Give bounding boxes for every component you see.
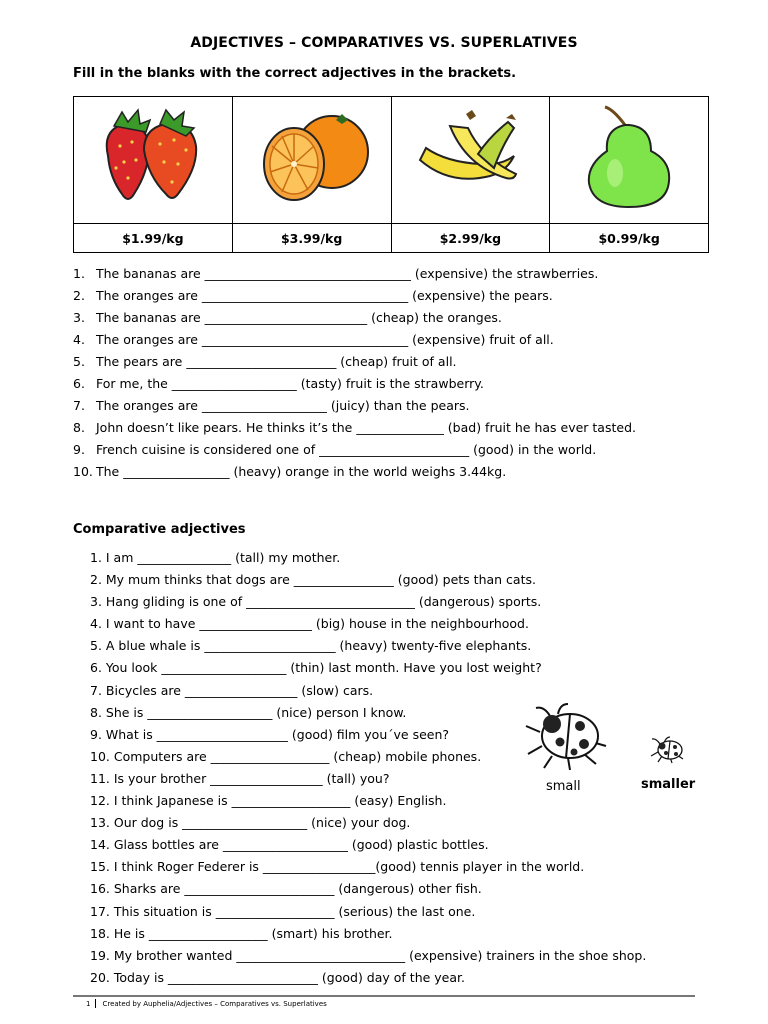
item-number: 5. xyxy=(73,354,85,369)
exercise-item: 9. What is _____________________ (good) film you´ve seen? xyxy=(90,726,450,742)
fruit-cell xyxy=(550,97,709,224)
exercise-item: 2. My mum thinks that dogs are ________________ (good) pets than cats. xyxy=(90,572,536,588)
item-number: 2. xyxy=(73,288,85,303)
exercise-item: 17. This situation is ___________________ (serious) the last one. xyxy=(90,903,476,919)
exercise-item xyxy=(73,332,636,354)
strawberries-icon xyxy=(94,106,212,210)
worksheet-title: ADJECTIVES – COMPARATIVES VS. SUPERLATIVES xyxy=(190,35,578,51)
exercise-item: 15. I think Roger Federer is __________________(good) tennis player in the world. xyxy=(90,859,585,875)
exercise-item: 12. I think Japanese is ___________________ (easy) English. xyxy=(90,793,447,809)
exercise-item: 1. I am _______________ (tall) my mother. xyxy=(90,550,341,565)
item-text: The _________________ (heavy) orange in the world weighs 3.44kg. xyxy=(96,464,507,479)
item-number: 6. xyxy=(73,376,85,391)
exercise-item xyxy=(73,288,636,310)
price-cell: $3.99/kg xyxy=(232,224,391,253)
item-text: The bananas are _________________________________ (expensive) the strawberries. xyxy=(96,266,599,281)
fruit-cell xyxy=(74,97,233,224)
page-number: 1 xyxy=(86,999,91,1008)
item-number: 4. xyxy=(73,332,85,347)
exercise-item: 6. You look ____________________ (thin) last month. Have you lost weight? xyxy=(90,660,542,676)
ladybug-small-icon xyxy=(648,734,688,764)
item-number: 9. xyxy=(73,442,85,457)
exercise-item: 13. Our dog is ____________________ (nice) your dog. xyxy=(90,815,411,831)
exercise-item: 8. She is ____________________ (nice) person I know. xyxy=(90,704,407,720)
fruit-price-table xyxy=(73,96,709,253)
item-text: The oranges are _________________________________ (expensive) fruit of all. xyxy=(96,332,554,347)
exercise-item: 5. A blue whale is _____________________ (heavy) twenty-five elephants. xyxy=(90,638,532,654)
pear-icon xyxy=(579,103,679,213)
exercise-item: 18. He is ___________________ (smart) his brother. xyxy=(90,925,393,941)
price-cell: $2.99/kg xyxy=(391,224,550,253)
price-cell: $1.99/kg xyxy=(74,224,233,253)
exercise-item xyxy=(73,442,636,464)
item-text: The oranges are _________________________________ (expensive) the pears. xyxy=(96,288,553,303)
item-text: For me, the ____________________ (tasty) fruit is the strawberry. xyxy=(96,376,484,391)
exercise-item: 3. Hang gliding is one of ___________________________ (dangerous) sports. xyxy=(90,594,542,610)
banana-icon xyxy=(410,106,530,210)
footer xyxy=(86,999,327,1008)
exercise-item: 14. Glass bottles are ____________________ (good) plastic bottles. xyxy=(90,837,489,853)
item-text: French cuisine is considered one of ________________________ (good) in the world. xyxy=(96,442,597,457)
exercise-item xyxy=(73,310,636,332)
exercise-item xyxy=(73,266,636,288)
item-number: 7. xyxy=(73,398,85,413)
exercise-item xyxy=(73,376,636,398)
exercise-item: 19. My brother wanted ___________________________ (expensive) trainers in the shoe shop. xyxy=(90,947,647,963)
footer-credit: Created by Auphelia/Adjectives – Comparatives vs. Superlatives xyxy=(102,999,327,1008)
item-text: The bananas are __________________________ (cheap) the oranges. xyxy=(96,310,502,325)
fruit-cell xyxy=(232,97,391,224)
exercise-item: 7. Bicycles are __________________ (slow) cars. xyxy=(90,682,374,698)
item-number: 1. xyxy=(73,266,85,281)
exercise-item: 10. Computers are ___________________ (cheap) mobile phones. xyxy=(90,748,482,764)
ladybug-large-icon xyxy=(522,702,612,772)
item-number: 8. xyxy=(73,420,85,435)
item-number: 3. xyxy=(73,310,85,325)
exercise-item: 4. I want to have __________________ (big) house in the neighbourhood. xyxy=(90,616,529,632)
orange-icon xyxy=(252,106,372,210)
footer-divider xyxy=(73,995,695,997)
exercise-item xyxy=(73,464,636,486)
exercise-item: 16. Sharks are ________________________ (dangerous) other fish. xyxy=(90,881,482,897)
item-text: The oranges are ____________________ (juicy) than the pears. xyxy=(96,398,470,413)
exercise-1-list xyxy=(73,266,636,486)
exercise-item: 11. Is your brother __________________ (tall) you? xyxy=(90,770,390,786)
exercise-item xyxy=(73,398,636,420)
smaller-label: smaller xyxy=(641,777,696,792)
exercise-item: 20. Today is ________________________ (good) day of the year. xyxy=(90,969,465,985)
price-cell: $0.99/kg xyxy=(550,224,709,253)
small-label: small xyxy=(546,779,581,794)
item-text: John doesn’t like pears. He thinks it’s the ______________ (bad) fruit he has ever tasted. xyxy=(96,420,636,435)
footer-separator xyxy=(95,999,96,1008)
item-number: 10. xyxy=(73,464,93,479)
fruit-cell xyxy=(391,97,550,224)
instruction: Fill in the blanks with the correct adjectives in the brackets. xyxy=(73,66,517,81)
item-text: The pears are ________________________ (cheap) fruit of all. xyxy=(96,354,457,369)
exercise-item xyxy=(73,420,636,442)
section-title: Comparative adjectives xyxy=(73,522,246,537)
exercise-item xyxy=(73,354,636,376)
